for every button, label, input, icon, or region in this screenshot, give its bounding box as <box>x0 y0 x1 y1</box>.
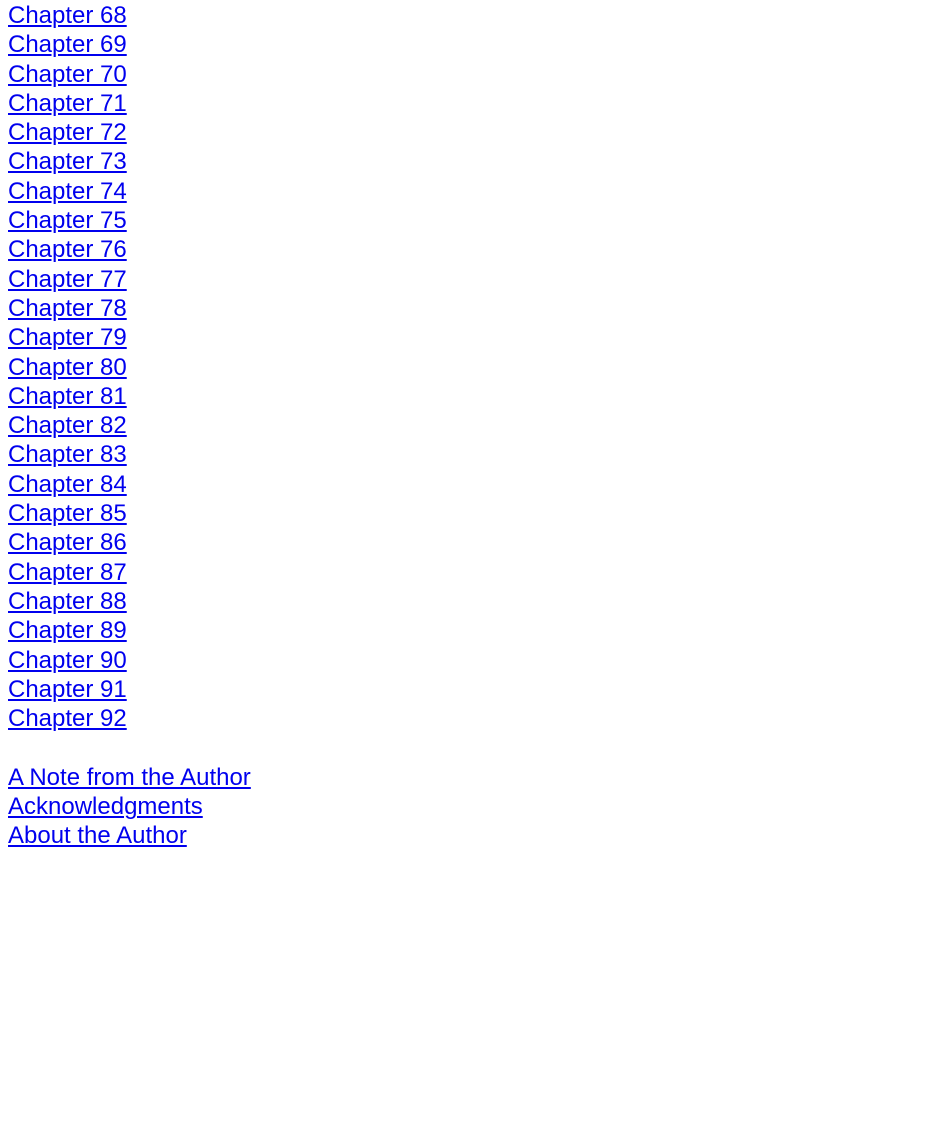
toc-link-chapter-70[interactable]: Chapter 70 <box>8 60 127 88</box>
toc-row <box>8 235 925 264</box>
toc-row <box>8 1 925 30</box>
toc-row <box>8 206 925 235</box>
toc-link-chapter-72[interactable]: Chapter 72 <box>8 119 127 147</box>
toc-row <box>8 177 925 206</box>
toc-row <box>8 821 925 850</box>
toc-link-chapter-79[interactable]: Chapter 79 <box>8 324 127 352</box>
toc-row <box>8 616 925 645</box>
toc-link-chapter-85[interactable]: Chapter 85 <box>8 500 127 528</box>
toc-row <box>8 265 925 294</box>
toc-link-chapter-90[interactable]: Chapter 90 <box>8 646 127 674</box>
toc-link-chapter-77[interactable]: Chapter 77 <box>8 265 127 293</box>
toc-row <box>8 89 925 118</box>
toc-link-a-note-from-the-author[interactable]: A Note from the Author <box>8 763 251 791</box>
toc-row <box>8 294 925 323</box>
toc-row <box>8 30 925 59</box>
toc-row <box>8 587 925 616</box>
toc-link-chapter-87[interactable]: Chapter 87 <box>8 558 127 586</box>
back-matter-link-list <box>8 763 925 851</box>
toc-row <box>8 411 925 440</box>
blank-line-spacer <box>8 733 925 762</box>
toc-link-chapter-78[interactable]: Chapter 78 <box>8 294 127 322</box>
toc-row <box>8 382 925 411</box>
toc-row <box>8 60 925 89</box>
toc-link-chapter-73[interactable]: Chapter 73 <box>8 148 127 176</box>
toc-row <box>8 499 925 528</box>
toc-link-chapter-76[interactable]: Chapter 76 <box>8 236 127 264</box>
toc-row <box>8 470 925 499</box>
toc-link-chapter-86[interactable]: Chapter 86 <box>8 529 127 557</box>
toc-row <box>8 528 925 557</box>
toc-link-chapter-91[interactable]: Chapter 91 <box>8 675 127 703</box>
toc-row <box>8 323 925 352</box>
toc-row <box>8 646 925 675</box>
toc-row <box>8 118 925 147</box>
toc-link-chapter-75[interactable]: Chapter 75 <box>8 207 127 235</box>
toc-row <box>8 792 925 821</box>
toc-link-chapter-71[interactable]: Chapter 71 <box>8 89 127 117</box>
toc-link-chapter-84[interactable]: Chapter 84 <box>8 470 127 498</box>
toc-link-about-the-author[interactable]: About the Author <box>8 822 187 850</box>
toc-link-chapter-69[interactable]: Chapter 69 <box>8 31 127 59</box>
toc-row <box>8 704 925 733</box>
toc-link-chapter-92[interactable]: Chapter 92 <box>8 705 127 733</box>
toc-link-chapter-68[interactable]: Chapter 68 <box>8 2 127 29</box>
toc-link-chapter-74[interactable]: Chapter 74 <box>8 177 127 205</box>
toc-row <box>8 675 925 704</box>
toc-row <box>8 558 925 587</box>
toc-link-chapter-80[interactable]: Chapter 80 <box>8 353 127 381</box>
toc-link-chapter-88[interactable]: Chapter 88 <box>8 587 127 615</box>
toc-row <box>8 353 925 382</box>
toc-link-chapter-83[interactable]: Chapter 83 <box>8 441 127 469</box>
chapter-link-list <box>8 1 925 733</box>
toc-link-chapter-82[interactable]: Chapter 82 <box>8 412 127 440</box>
toc-row <box>8 440 925 469</box>
toc-link-chapter-89[interactable]: Chapter 89 <box>8 617 127 645</box>
toc-link-chapter-81[interactable]: Chapter 81 <box>8 382 127 410</box>
toc-row <box>8 763 925 792</box>
toc-link-acknowledgments[interactable]: Acknowledgments <box>8 793 203 821</box>
toc-row <box>8 147 925 176</box>
